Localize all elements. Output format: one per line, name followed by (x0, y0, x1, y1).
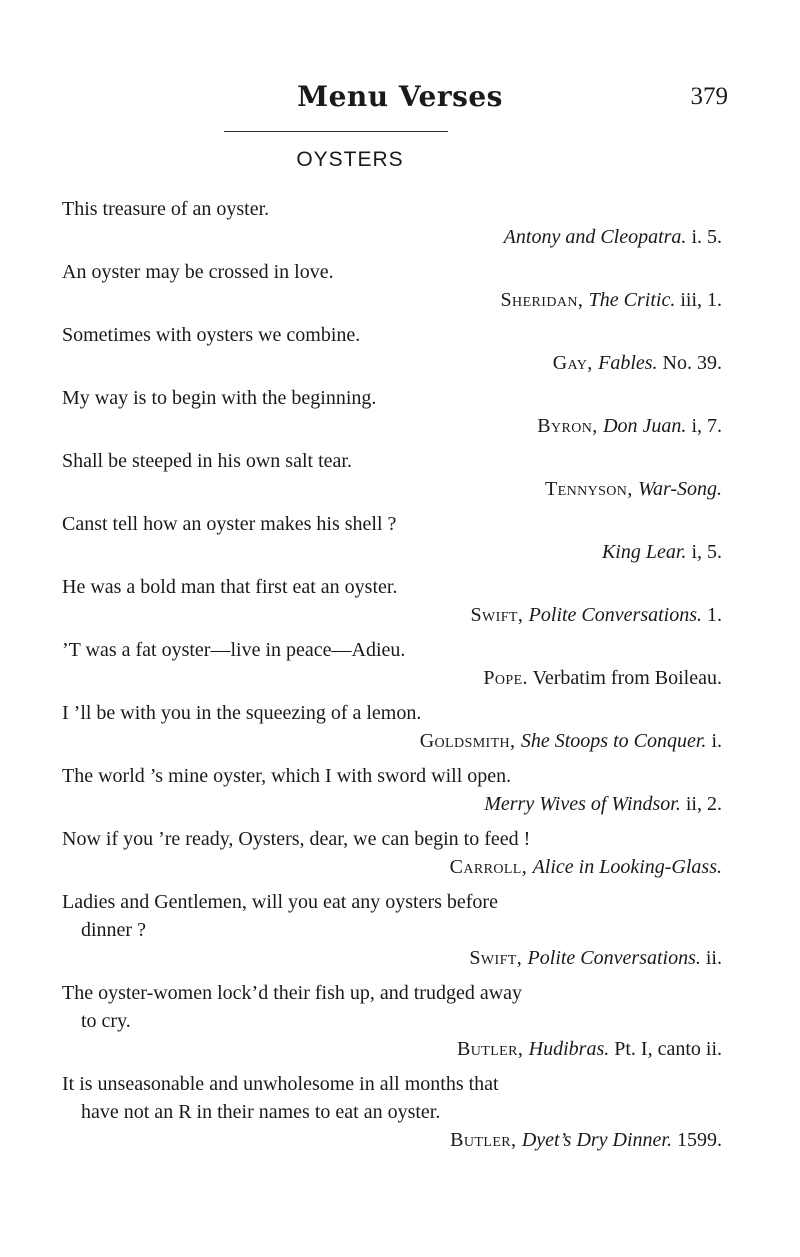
work-title: King Lear. (601, 541, 687, 563)
work-title: War-Song. (638, 478, 722, 500)
work-title: Polite Conversations. (527, 947, 701, 969)
quote (62, 1070, 722, 1154)
quote-line: It is unseasonable and unwholesome in all months that (62, 1073, 499, 1095)
quote-line: An oyster may be crossed in love. (62, 261, 334, 283)
work-title: Hudibras. (528, 1038, 610, 1060)
quote (62, 258, 722, 314)
attribution (62, 412, 722, 440)
attribution (62, 538, 722, 566)
page-header (0, 80, 800, 120)
author: Pope. (483, 667, 528, 689)
quotes-list (62, 195, 722, 1161)
quote (62, 321, 722, 377)
quote-line: The world ’s mine oyster, which I with sword will open. (62, 765, 512, 787)
quote-line: Canst tell how an oyster makes his shell ? (62, 513, 397, 535)
work-title: She Stoops to Conquer. (520, 730, 707, 752)
reference: Pt. I, canto ii. (609, 1038, 722, 1060)
section-title: OYSTERS (296, 148, 404, 171)
quote-line-continued: have not an R in their names to eat an oyster. (81, 1101, 441, 1123)
work-title: Merry Wives of Windsor. (484, 793, 681, 815)
header-rule (224, 131, 448, 132)
quote-line: ’T was a fat oyster—live in peace—Adieu. (62, 639, 406, 661)
author: Gay, (552, 352, 599, 374)
attribution (62, 790, 722, 818)
reference: i. (706, 730, 722, 752)
attribution (62, 944, 722, 972)
reference: ii, 2. (680, 793, 722, 815)
author: Byron, (537, 415, 604, 437)
work-title: Antony and Cleopatra. (503, 226, 687, 248)
attribution (62, 601, 722, 629)
quote-line: Sometimes with oysters we combine. (62, 324, 361, 346)
attribution (62, 1035, 722, 1063)
reference: 1. (702, 604, 722, 626)
quote-line: Ladies and Gentlemen, will you eat any oysters before (62, 891, 498, 913)
quote-line-continued: dinner ? (81, 919, 146, 941)
quote (62, 195, 722, 251)
reference: i, 5. (686, 541, 722, 563)
work-title: Polite Conversations. (528, 604, 702, 626)
quote-line: Shall be steeped in his own salt tear. (62, 450, 352, 472)
author: Butler, (457, 1038, 529, 1060)
quote (62, 510, 722, 566)
attribution (62, 475, 722, 503)
reference: i, 7. (686, 415, 722, 437)
work-title: The Critic. (588, 289, 676, 311)
attribution (62, 286, 722, 314)
author: Carroll, (449, 856, 533, 878)
author: Tennyson, (545, 478, 639, 500)
work-title: Dyet’s Dry Dinner. (521, 1129, 672, 1151)
quote (62, 825, 722, 881)
quote (62, 699, 722, 755)
quote-line: Now if you ’re ready, Oysters, dear, we can begin to feed ! (62, 828, 531, 850)
quote (62, 888, 722, 972)
author: Sheridan, (500, 289, 589, 311)
reference: 1599. (672, 1129, 722, 1151)
reference: i. 5. (686, 226, 722, 248)
page-number: 379 (690, 83, 728, 110)
quote (62, 384, 722, 440)
attribution (62, 727, 722, 755)
quote (62, 573, 722, 629)
running-head: Menu Verses (297, 80, 503, 113)
reference: No. 39. (657, 352, 722, 374)
author: Butler, (450, 1129, 522, 1151)
quote-line-continued: to cry. (81, 1010, 131, 1032)
reference: Verbatim from Boileau. (527, 667, 722, 689)
work-title: Alice in Looking-Glass. (532, 856, 722, 878)
quote-line: I ’ll be with you in the squeezing of a lemon. (62, 702, 422, 724)
reference: ii. (700, 947, 722, 969)
attribution (62, 664, 722, 692)
quote (62, 447, 722, 503)
work-title: Fables. (598, 352, 658, 374)
author: Goldsmith, (419, 730, 521, 752)
quote (62, 762, 722, 818)
quote (62, 636, 722, 692)
quote-line: My way is to begin with the beginning. (62, 387, 377, 409)
attribution (62, 853, 722, 881)
quote-line: The oyster-women lock’d their fish up, and trudged away (62, 982, 523, 1004)
work-title: Don Juan. (603, 415, 687, 437)
quote-line: This treasure of an oyster. (62, 198, 270, 220)
quote (62, 979, 722, 1063)
author: Swift, (469, 947, 528, 969)
attribution (62, 223, 722, 251)
quote-line: He was a bold man that first eat an oyster. (62, 576, 398, 598)
reference: iii, 1. (675, 289, 722, 311)
author: Swift, (470, 604, 529, 626)
attribution (62, 349, 722, 377)
attribution (62, 1126, 722, 1154)
